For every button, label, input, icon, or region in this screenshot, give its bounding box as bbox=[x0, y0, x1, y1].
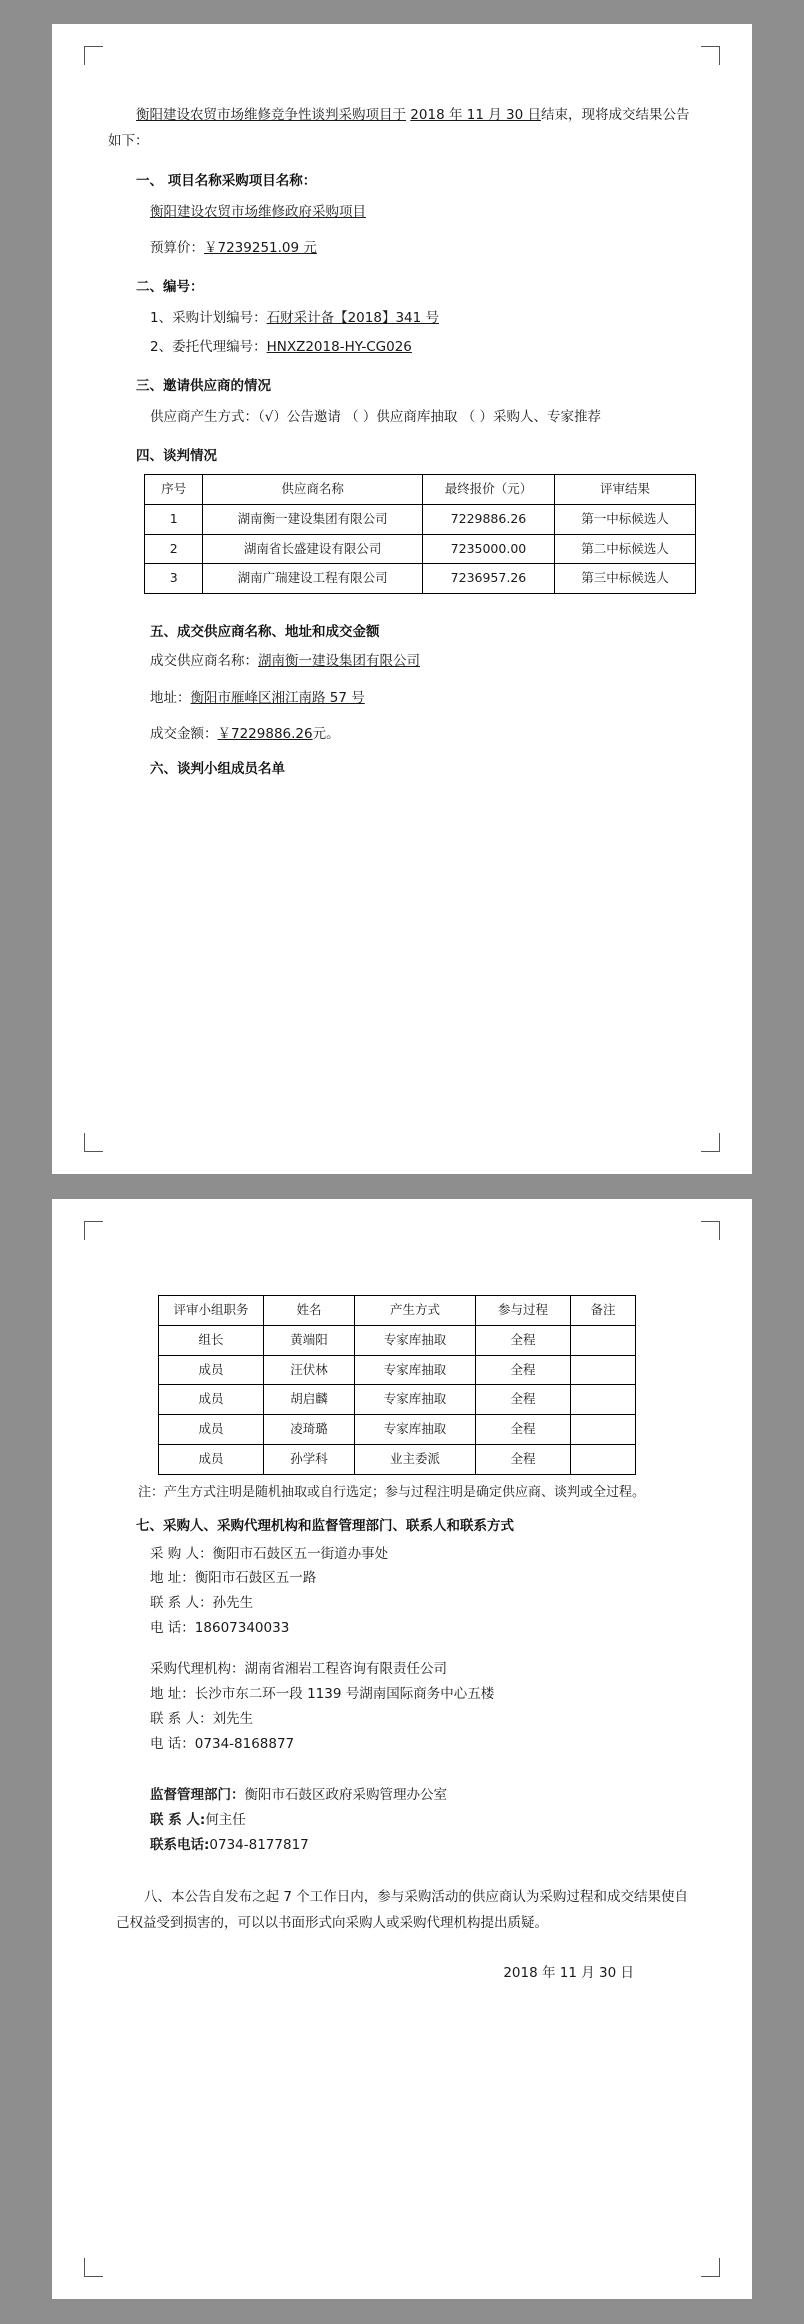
cell-result: 第一中标候选人 bbox=[555, 504, 696, 534]
table-row bbox=[159, 1385, 636, 1415]
winner-address-line bbox=[150, 685, 696, 711]
supervisor-contact-value: 何主任 bbox=[205, 1812, 246, 1829]
cell-method: 专家库抽取 bbox=[355, 1355, 476, 1385]
buyer-address-label: 地 址： bbox=[150, 1570, 195, 1587]
cell-role: 成员 bbox=[159, 1444, 264, 1474]
cell-process: 全程 bbox=[476, 1415, 571, 1445]
winner-address-label: 地址： bbox=[150, 689, 191, 706]
buyer-contact-label: 联 系 人： bbox=[150, 1595, 213, 1612]
table-row bbox=[159, 1415, 636, 1445]
buyer-name-line bbox=[150, 1542, 696, 1567]
negotiation-result-table bbox=[144, 474, 696, 594]
crop-mark-top-left bbox=[84, 46, 103, 65]
crop-mark-top-right bbox=[701, 1221, 720, 1240]
supervisor-phone-value: 0734-8177817 bbox=[209, 1837, 309, 1854]
cell-method: 专家库抽取 bbox=[355, 1385, 476, 1415]
cell-price: 7235000.00 bbox=[422, 534, 554, 564]
spacer-g bbox=[108, 1858, 696, 1884]
th-name: 姓名 bbox=[264, 1296, 355, 1326]
cell-name: 黄端阳 bbox=[264, 1325, 355, 1355]
page-margin-top bbox=[0, 0, 804, 24]
cell-seq: 2 bbox=[145, 534, 203, 564]
buyer-contact-value: 孙先生 bbox=[212, 1595, 254, 1612]
section-6-heading: 六、谈判小组成员名单 bbox=[150, 761, 285, 778]
agency-name-value: 湖南省湘岩工程咨询有限责任公司 bbox=[244, 1661, 447, 1678]
th-method: 产生方式 bbox=[355, 1296, 476, 1326]
buyer-address-line bbox=[150, 1566, 696, 1591]
cell-role: 组长 bbox=[159, 1325, 264, 1355]
cell-remark bbox=[571, 1444, 636, 1474]
cell-remark bbox=[571, 1415, 636, 1445]
section-4-heading: 四、谈判情况 bbox=[136, 448, 217, 465]
winner-name-label: 成交供应商名称： bbox=[150, 653, 258, 670]
publish-date: 2018 年 11 月 30 日 bbox=[503, 1964, 634, 1981]
page2-top-spacer bbox=[108, 1251, 696, 1285]
th-supplier: 供应商名称 bbox=[203, 475, 422, 505]
purchase-plan-line bbox=[150, 305, 696, 331]
table-row bbox=[145, 564, 696, 594]
page-margin-bottom bbox=[0, 2299, 804, 2324]
agency-name-line bbox=[150, 1657, 696, 1682]
agency-address-value: 长沙市东二环一段 1139 号湖南国际商务中心五楼 bbox=[194, 1686, 495, 1703]
cell-seq: 3 bbox=[145, 564, 203, 594]
supervisor-dept-line bbox=[150, 1783, 696, 1808]
table-row bbox=[159, 1444, 636, 1474]
supervisor-contact-line bbox=[150, 1808, 696, 1833]
agency-contact-label: 联 系 人： bbox=[150, 1711, 213, 1728]
cell-process: 全程 bbox=[476, 1325, 571, 1355]
buyer-phone-label: 电 话： bbox=[150, 1620, 195, 1637]
buyer-contact-line bbox=[150, 1591, 696, 1616]
crop-mark-top-left bbox=[84, 1221, 103, 1240]
section-3-heading: 三、邀请供应商的情况 bbox=[136, 377, 271, 394]
cell-price: 7236957.26 bbox=[422, 564, 554, 594]
cell-role: 成员 bbox=[159, 1385, 264, 1415]
spacer-f bbox=[108, 1757, 696, 1783]
buyer-phone-value: 18607340033 bbox=[194, 1620, 290, 1637]
agency-address-line bbox=[150, 1682, 696, 1707]
spacer-b bbox=[108, 594, 696, 610]
budget-label: 预算价： bbox=[150, 239, 204, 256]
buyer-name-value: 衡阳市石鼓区五一街道办事处 bbox=[212, 1545, 389, 1562]
agency-code-value: HNXZ2018-HY-CG026 bbox=[266, 338, 412, 355]
crop-mark-top-right bbox=[701, 46, 720, 65]
winner-address-value: 衡阳市雁峰区湘江南路 57 号 bbox=[190, 689, 365, 706]
cell-process: 全程 bbox=[476, 1355, 571, 1385]
intro-date: 2018 年 11 月 30 日 bbox=[410, 107, 541, 123]
cell-method: 业主委派 bbox=[355, 1444, 476, 1474]
cell-name: 汪伏林 bbox=[264, 1355, 355, 1385]
winner-amount-label: 成交金额： bbox=[150, 725, 218, 742]
section-5-heading: 五、成交供应商名称、地址和成交金额 bbox=[150, 624, 380, 641]
cell-supplier: 湖南省长盛建设有限公司 bbox=[203, 534, 422, 564]
th-price: 最终报价（元） bbox=[422, 475, 554, 505]
supervisor-phone-line bbox=[150, 1833, 696, 1858]
table-row bbox=[145, 504, 696, 534]
winner-amount-unit: 元。 bbox=[312, 725, 340, 742]
budget-line bbox=[150, 235, 696, 261]
crop-mark-bottom-right bbox=[701, 1133, 720, 1152]
section-2-heading: 二、编号： bbox=[136, 279, 204, 296]
table-row bbox=[145, 534, 696, 564]
th-result: 评审结果 bbox=[555, 475, 696, 505]
table-header-row bbox=[145, 475, 696, 505]
cell-process: 全程 bbox=[476, 1444, 571, 1474]
intro-prefix: 衡阳建设农贸市场维修竞争性谈判采购项目于 bbox=[136, 107, 406, 123]
spacer-a bbox=[108, 227, 696, 235]
cell-result: 第三中标候选人 bbox=[555, 564, 696, 594]
th-seq: 序号 bbox=[145, 475, 203, 505]
cell-role: 成员 bbox=[159, 1355, 264, 1385]
cell-price: 7229886.26 bbox=[422, 504, 554, 534]
intro-paragraph bbox=[108, 102, 696, 155]
agency-code-line bbox=[150, 334, 696, 360]
agency-name-label: 采购代理机构： bbox=[150, 1661, 245, 1678]
supervisor-dept-label: 监督管理部门： bbox=[150, 1787, 245, 1804]
agency-info-block bbox=[150, 1657, 696, 1757]
supplier-method-line: 供应商产生方式：（√）公告邀请 （ ）供应商库抽取 （ ）采购人、专家推荐 bbox=[150, 408, 602, 425]
section-8-paragraph: 八、本公告自发布之起 7 个工作日内，参与采购活动的供应商认为采购过程和成交结果使自己权益受到损害的，可以以书面形式向采购人或采购代理机构提出质疑。 bbox=[116, 1889, 688, 1932]
th-remark: 备注 bbox=[571, 1296, 636, 1326]
spacer-e bbox=[108, 1641, 696, 1657]
cell-result: 第二中标候选人 bbox=[555, 534, 696, 564]
th-process: 参与过程 bbox=[476, 1296, 571, 1326]
page-separator bbox=[0, 1174, 804, 1199]
table-row bbox=[159, 1355, 636, 1385]
buyer-info-block bbox=[150, 1542, 696, 1642]
table-header-row bbox=[159, 1296, 636, 1326]
cell-process: 全程 bbox=[476, 1385, 571, 1415]
section-1-heading: 一、 项目名称采购项目名称： bbox=[136, 172, 317, 189]
buyer-address-value: 衡阳市石鼓区五一路 bbox=[194, 1570, 317, 1587]
purchase-plan-label: 1、采购计划编号： bbox=[150, 310, 267, 327]
cell-method: 专家库抽取 bbox=[355, 1325, 476, 1355]
cell-remark bbox=[571, 1355, 636, 1385]
supervisor-dept-value: 衡阳市石鼓区政府采购管理办公室 bbox=[244, 1787, 447, 1804]
buyer-phone-line bbox=[150, 1616, 696, 1641]
supervisor-info-block bbox=[150, 1783, 696, 1858]
negotiation-members-table bbox=[158, 1295, 636, 1475]
members-table-note: 注：产生方式注明是随机抽取或自行选定；参与过程注明是确定供应商、谈判或全过程。 bbox=[138, 1484, 646, 1500]
agency-contact-value: 刘先生 bbox=[212, 1711, 254, 1728]
project-name-value: 衡阳建设农贸市场维修政府采购项目 bbox=[150, 203, 366, 220]
agency-phone-label: 电 话： bbox=[150, 1736, 195, 1753]
th-role: 评审小组职务 bbox=[159, 1296, 264, 1326]
cell-method: 专家库抽取 bbox=[355, 1415, 476, 1445]
agency-address-label: 地 址： bbox=[150, 1686, 195, 1703]
agency-phone-value: 0734-8168877 bbox=[194, 1736, 295, 1753]
cell-supplier: 湖南广瑞建设工程有限公司 bbox=[203, 564, 422, 594]
supervisor-phone-label: 联系电话: bbox=[150, 1837, 210, 1854]
page1-top-spacer bbox=[108, 76, 696, 102]
spacer-d bbox=[108, 713, 696, 721]
cell-supplier: 湖南衡一建设集团有限公司 bbox=[203, 504, 422, 534]
buyer-name-label: 采 购 人： bbox=[150, 1545, 213, 1562]
winner-amount-value: ￥7229886.26 bbox=[217, 725, 313, 742]
spacer-c bbox=[108, 677, 696, 685]
crop-mark-bottom-right bbox=[701, 2258, 720, 2277]
agency-code-label: 2、委托代理编号： bbox=[150, 338, 267, 355]
table-row bbox=[159, 1325, 636, 1355]
cell-name: 孙学科 bbox=[264, 1444, 355, 1474]
supervisor-contact-label: 联 系 人: bbox=[150, 1812, 206, 1829]
cell-name: 胡启麟 bbox=[264, 1385, 355, 1415]
agency-phone-line bbox=[150, 1732, 696, 1757]
cell-role: 成员 bbox=[159, 1415, 264, 1445]
section-7-heading: 七、采购人、采购代理机构和监督管理部门、联系人和联系方式 bbox=[136, 1517, 514, 1534]
crop-mark-bottom-left bbox=[84, 2258, 103, 2277]
cell-name: 凌琦璐 bbox=[264, 1415, 355, 1445]
cell-remark bbox=[571, 1325, 636, 1355]
crop-mark-bottom-left bbox=[84, 1133, 103, 1152]
cell-remark bbox=[571, 1385, 636, 1415]
winner-name-value: 湖南衡一建设集团有限公司 bbox=[258, 653, 420, 670]
budget-value: ￥7239251.09 元 bbox=[204, 239, 317, 256]
winner-amount-line bbox=[150, 721, 696, 747]
intro-suffix: 结束，现将成交结果公告如下： bbox=[108, 107, 690, 150]
cell-seq: 1 bbox=[145, 504, 203, 534]
document-page-2 bbox=[52, 1199, 752, 2299]
winner-name-line bbox=[150, 648, 696, 674]
agency-contact-line bbox=[150, 1707, 696, 1732]
purchase-plan-value: 石财采计备【2018】341 号 bbox=[266, 310, 440, 327]
document-page-1 bbox=[52, 24, 752, 1174]
